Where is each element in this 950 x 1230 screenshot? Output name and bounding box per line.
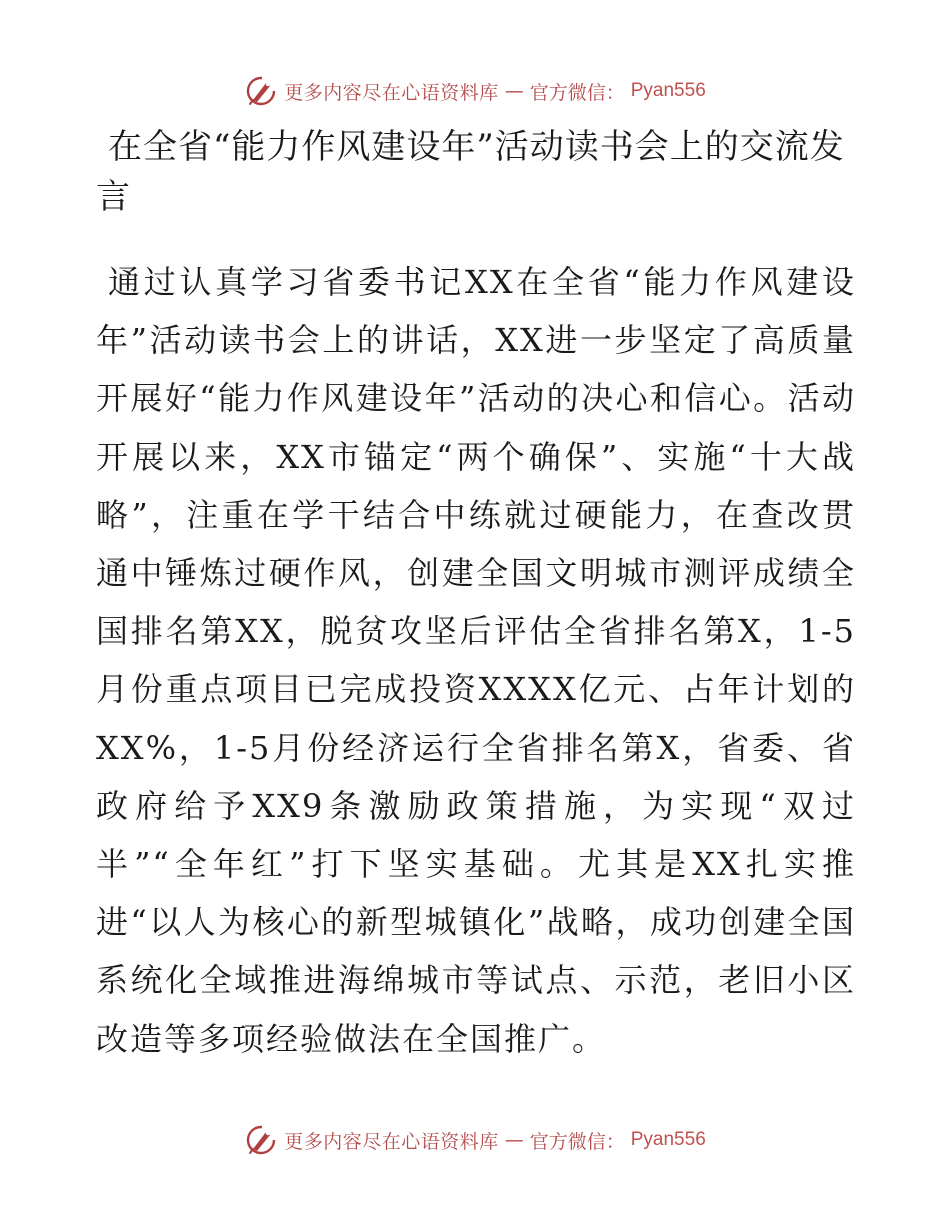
banner-separator: —	[504, 1129, 524, 1151]
footer-banner	[0, 1120, 950, 1160]
wechat-label: 官方微信：	[529, 1130, 625, 1153]
brand-text: 更多内容尽在心语资料库	[284, 1130, 499, 1153]
header-banner	[0, 71, 950, 111]
banner-separator: —	[504, 80, 524, 102]
wechat-id: Pyan556	[630, 80, 706, 101]
quill-pen-circle-icon	[244, 74, 278, 108]
brand-text: 更多内容尽在心语资料库	[284, 81, 499, 104]
body-paragraph: 通过认真学习省委书记XX在全省“能力作风建设年”活动读书会上的讲话，XX进一步坚定了高质量开展好“能力作风建设年”活动的决心和信心。活动开展以来，XX市锚定“两个确保”、实施“十大战略”，注重在学干结合中练就过硬能力，在查改贯通中锤炼过硬作风，创建全国文明城市测评成绩全国排名第XX，脱贫攻坚后评估全省排名第X，1-5月份重点项目已完成投资XXXX亿元、占年计划的XX%，1-5月份经济运行全省排名第X，省委、省政府给予XX9条激励政策措施，为实现“双过半”“全年红”打下坚实基础。尤其是XX扎实推进“以人为核心的新型城镇化”战略，成功创建全国系统化全域推进海绵城市等试点、示范，老旧小区改造等多项经验做法在全国推广。	[96, 263, 856, 1058]
document-title: 在全省“能力作风建设年”活动读书会上的交流发言	[96, 127, 845, 217]
quill-pen-circle-icon	[244, 1123, 278, 1157]
wechat-label: 官方微信：	[529, 81, 625, 104]
wechat-id: Pyan556	[630, 1129, 706, 1150]
